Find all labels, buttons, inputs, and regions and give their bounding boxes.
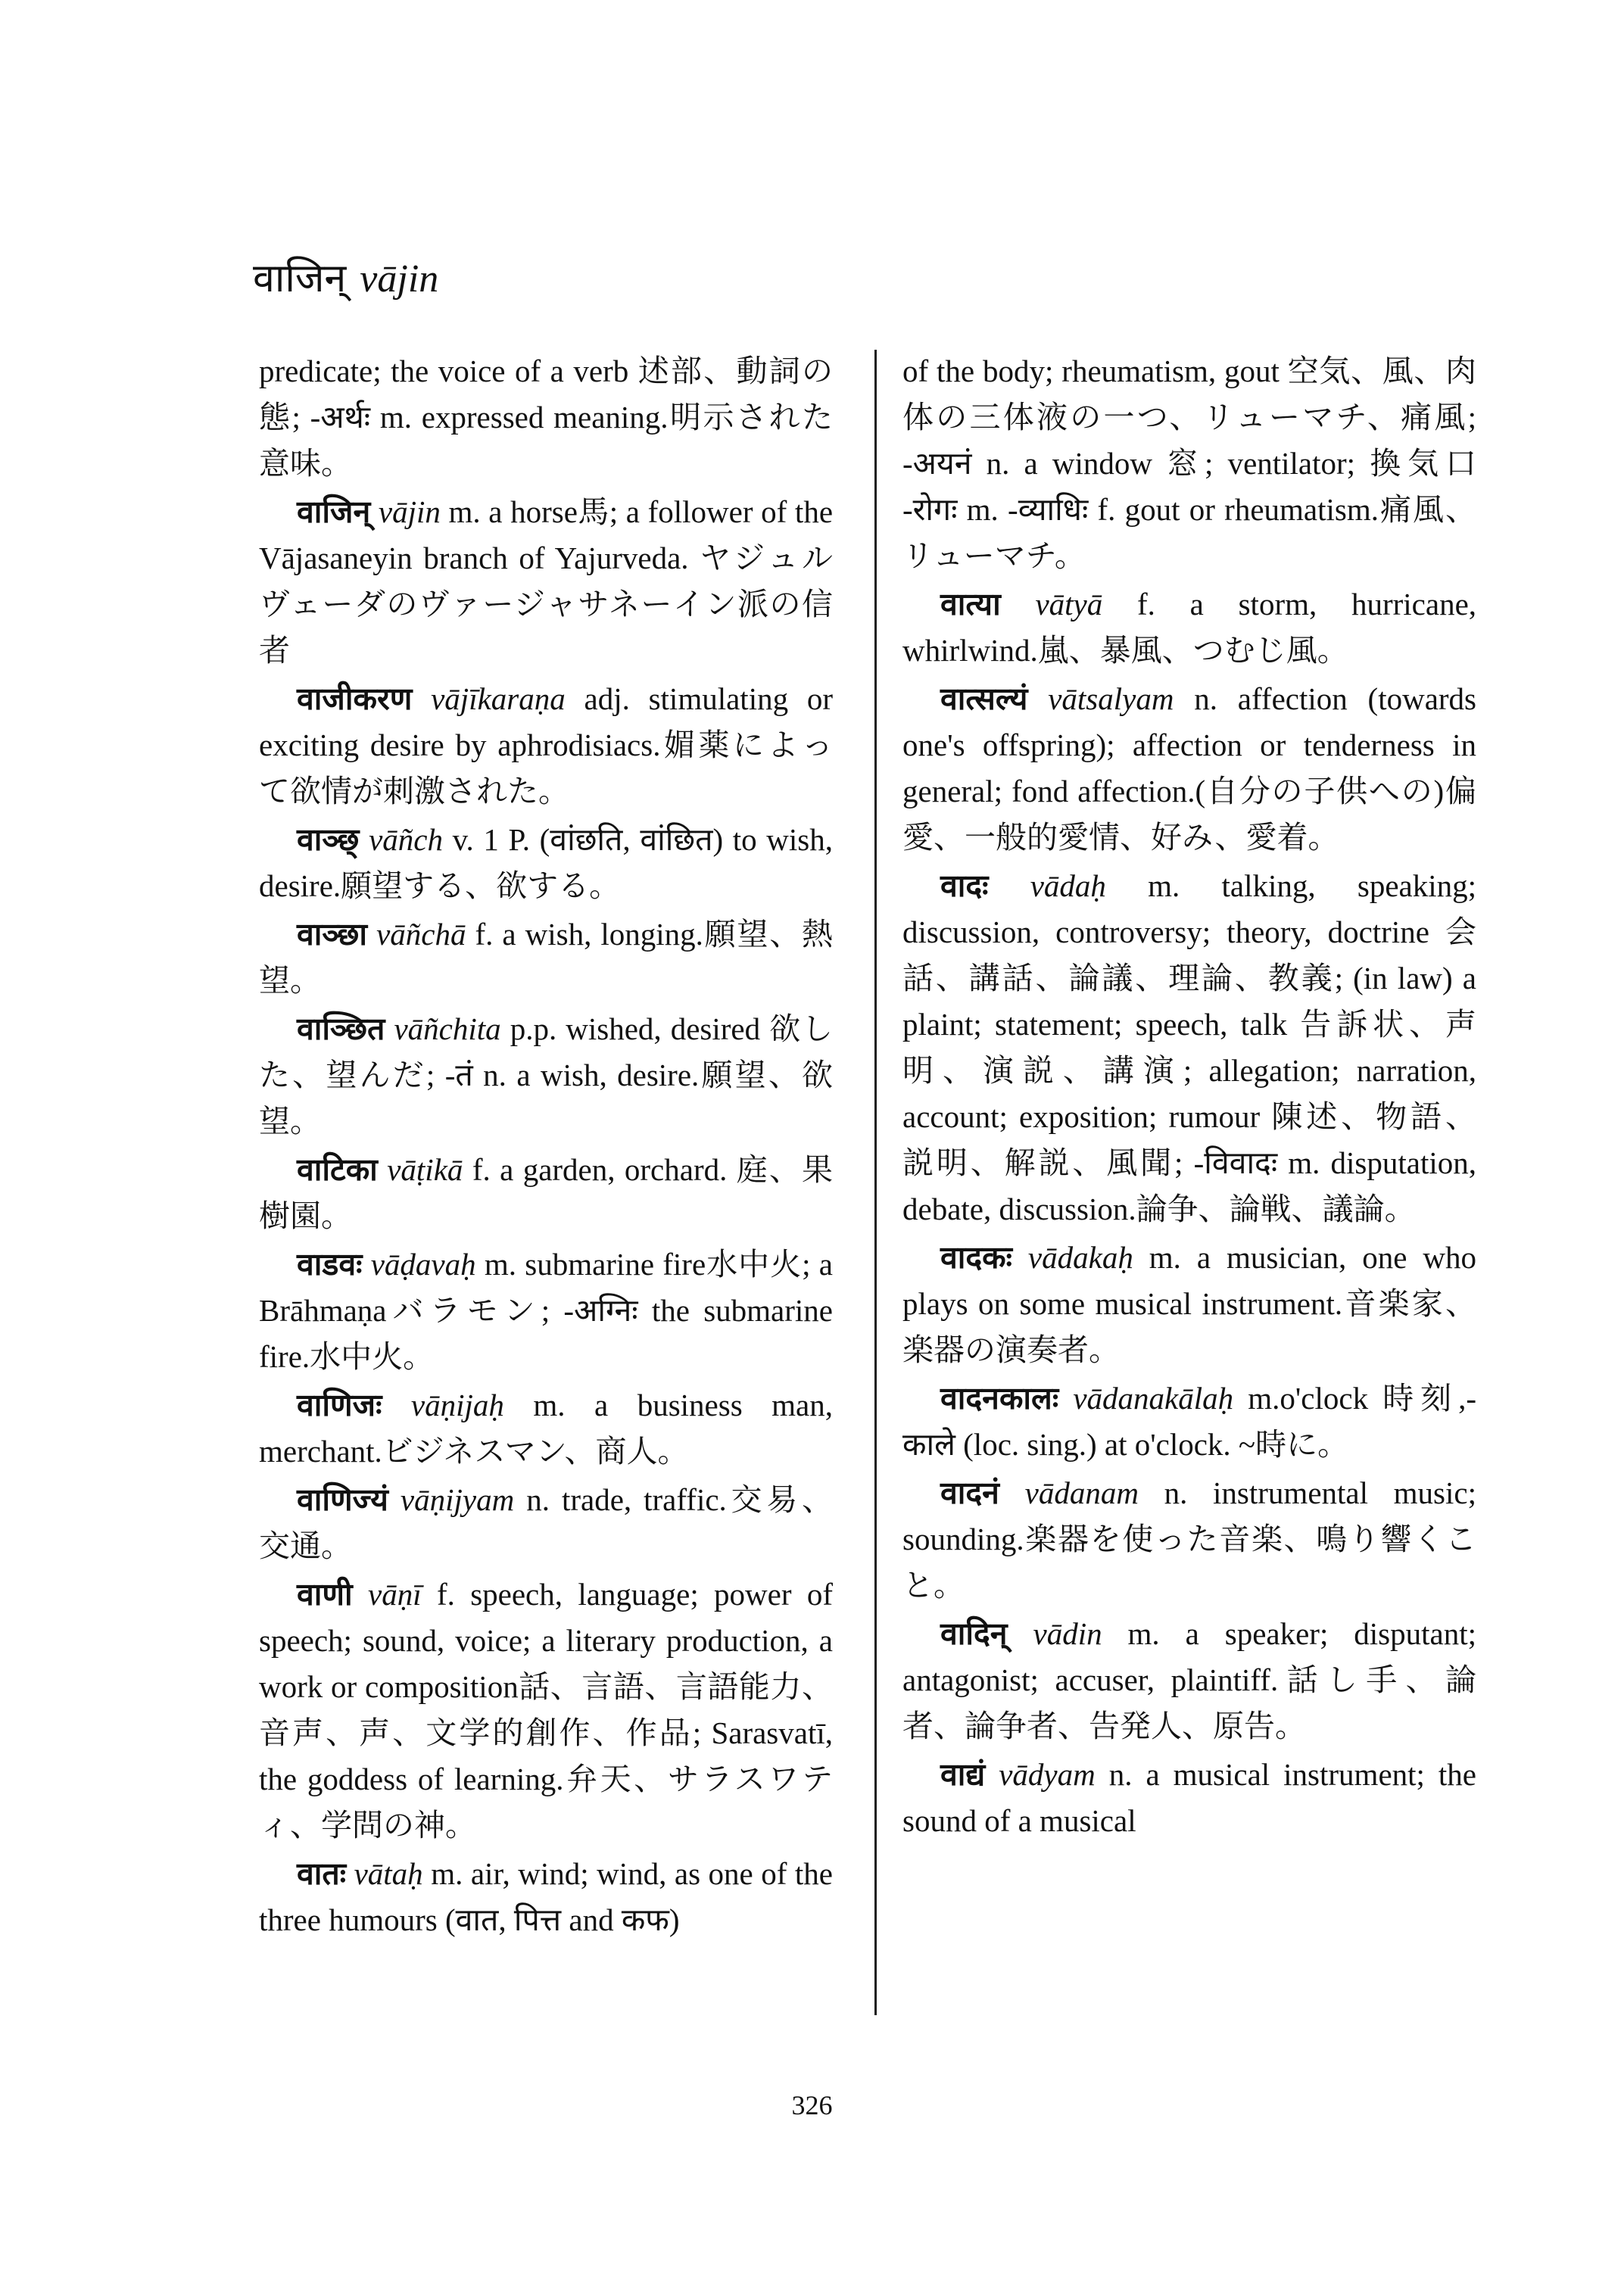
dictionary-entry: वाणिजः vāṇijaḥ m. a business man, merchant.ビジネスマン、商人。 [259, 1388, 833, 1469]
running-header [253, 250, 438, 304]
dictionary-entry: वादः vādaḥ m. talking, speaking; discussion, controversy; theory, doctrine 会話、講話、論議、理論、教義; (in law) a plaint; statement; speech, talk 告訴状、声明、演説、講演; allegation; narration, account; exposition; rumour 陳述、物語、説明、解説、風聞; -विवादः m. disputation, debate, discussion.論争、論戦、議論。 [902, 868, 1476, 1226]
dictionary-entry: वादिन् vādin m. a speaker; disputant; antagonist; accuser, plaintiff.話し手、論者、論争者、告発人、原告。 [902, 1616, 1476, 1743]
dictionary-entry: वाजिन् vājin m. a horse馬; a follower of the Vājasaneyin branch of Yajurveda. ヤジュルヴェーダのヴァージャサネーイン派の信者 [259, 494, 834, 668]
dictionary-entry: वादनं vādanam n. instrumental music; sounding.楽器を使った音楽、鳴り響くこと。 [902, 1475, 1476, 1603]
dictionary-entry: वाटिका vāṭikā f. a garden, orchard. 庭、果樹園。 [259, 1152, 834, 1233]
dictionary-entry: वादनकालः vādanakālaḥ m.o'clock 時刻,-काले (loc. sing.) at o'clock. ~時に。 [902, 1381, 1477, 1462]
column-divider [874, 350, 877, 2015]
header-romanization: vājin [360, 257, 439, 301]
dictionary-entry: वातः vātaḥ m. air, wind; wind, as one of the three humours (वात, पित्त and कफ) [259, 1856, 834, 1937]
dictionary-entry: of the body; rheumatism, gout 空気、風、肉体の三体液の一つ、リューマチ、痛風; -अयनं n. a window 窓; ventilator; 換気口 -रोगः m. -व्याधिः f. gout or rheumatism.痛風、リューマチ。 [902, 354, 1476, 573]
dictionary-entry: वाद्यं vādyam n. a musical instrument; the sound of a musical [902, 1757, 1476, 1838]
dictionary-entry: वाजीकरण vājīkaraṇa adj. stimulating or exciting desire by aphrodisiacs.媚薬によって欲情が刺激された。 [259, 681, 833, 808]
left-column [259, 348, 833, 1946]
header-devanagari: वाजिन् [253, 257, 347, 301]
dictionary-entry: वादकः vādakaḥ m. a musician, one who plays on some musical instrument.音楽家、楽器の演奏者。 [902, 1240, 1477, 1367]
dictionary-entry: वाणिज्यं vāṇijyam n. trade, traffic.交易、交通。 [259, 1482, 834, 1563]
dictionary-entry: predicate; the voice of a verb 述部、動詞の態; -अर्थः m. expressed meaning.明示された意味。 [259, 354, 833, 481]
dictionary-entry: वाडवः vāḍavaḥ m. submarine fire水中火; a Brāhmaṇaバラモン; -अग्निः the submarine fire.水中火。 [259, 1247, 833, 1374]
right-column [902, 348, 1476, 1846]
dictionary-entry: वाञ्छ् vāñch v. 1 P. (वांछति, वांछित) to wish, desire.願望する、欲する。 [259, 822, 833, 903]
dictionary-entry: वात्सल्यं vātsalyam n. affection (towards one's offspring); affection or tenderness in general; fond affection.(自分の子供への)偏愛、一般的愛情、好み、愛着。 [902, 681, 1477, 855]
page-number: 326 [791, 2090, 833, 2120]
dictionary-entry: वाणी vāṇī f. speech, language; power of speech; sound, voice; a literary production, a work or composition話、言語、言語能力、音声、声、文学的創作、作品; Sarasvatī, the goddess of learning.弁天、サラスワティ、学問の神。 [259, 1577, 834, 1843]
dictionary-entry: वाञ्छित vāñchita p.p. wished, desired 欲した、望んだ; -तं n. a wish, desire.願望、欲望。 [259, 1011, 833, 1139]
dictionary-entry: वात्या vātyā f. a storm, hurricane, whirlwind.嵐、暴風、つむじ風。 [902, 587, 1477, 668]
dictionary-entry: वाञ्छा vāñchā f. a wish, longing.願望、熱望。 [259, 917, 834, 998]
